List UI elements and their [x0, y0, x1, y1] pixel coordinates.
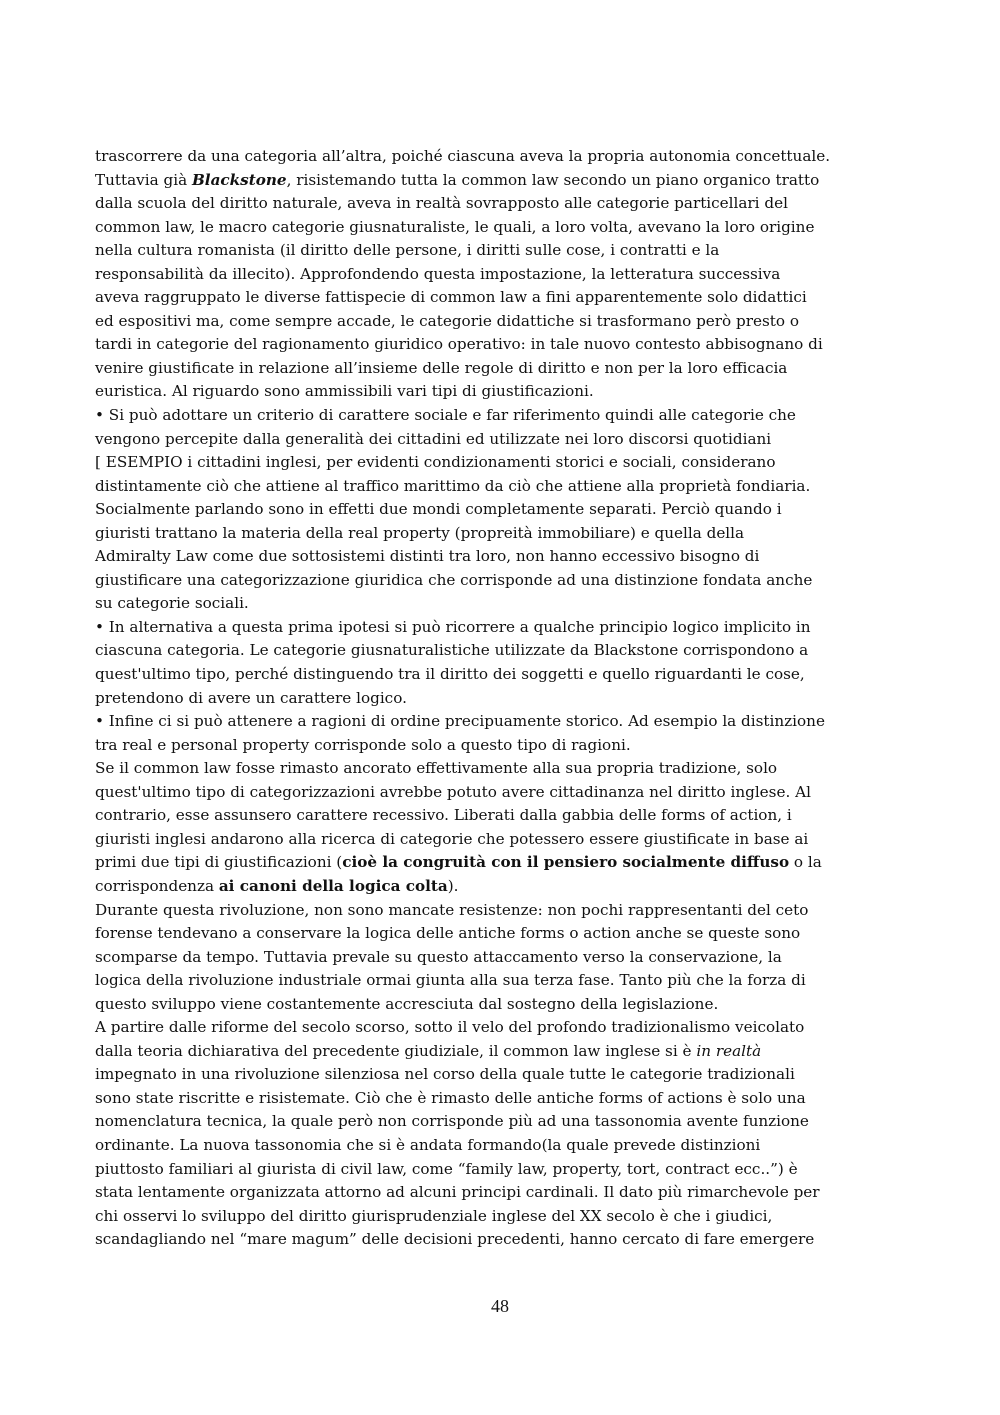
text-line	[95, 1087, 910, 1111]
text-line	[95, 169, 910, 193]
text-line	[95, 1063, 910, 1087]
text-segment: giustificare una categorizzazione giuridica che corrisponde ad una distinzione fondata anche	[95, 570, 813, 589]
text-line	[95, 380, 910, 404]
text-segment: stata lentamente organizzata attorno ad alcuni principi cardinali. Il dato più rimarchevole per	[95, 1183, 820, 1202]
text-segment: Durante questa rivoluzione, non sono mancate resistenze: non pochi rappresentanti del ceto	[95, 900, 809, 919]
text-segment: tra real e personal property corrisponde solo a questo tipo di ragioni.	[95, 735, 631, 754]
text-segment: ordinante. La nuova tassonomia che si è andata formando(la quale prevede distinzioni	[95, 1135, 761, 1154]
text-segment: distintamente ciò che attiene al traffico marittimo da ciò che attiene alla proprietà fondiaria.	[95, 476, 811, 495]
text-line	[95, 1110, 910, 1134]
emphasized-text: Blackstone	[191, 170, 287, 189]
text-line	[95, 239, 910, 263]
text-segment: tardi in categorie del ragionamento giuridico operativo: in tale nuovo contesto abbisognano di	[95, 335, 823, 354]
text-line	[95, 522, 910, 546]
text-line	[95, 922, 910, 946]
text-line	[95, 1181, 910, 1205]
text-line	[95, 192, 910, 216]
text-segment: contrario, esse assunsero carattere recessivo. Liberati dalla gabbia delle forms of action, i	[95, 806, 792, 825]
text-segment: aveva raggruppato le diverse fattispecie di common law a fini apparentemente solo didattici	[95, 288, 807, 307]
text-line	[95, 404, 910, 428]
text-segment: nella cultura romanista (il diritto delle persone, i diritti sulle cose, i contratti e la	[95, 241, 720, 260]
text-segment: Tuttavia già	[95, 170, 192, 189]
text-line	[95, 498, 910, 522]
text-line	[95, 875, 910, 899]
text-line	[95, 263, 910, 287]
text-line	[95, 333, 910, 357]
text-segment: sono state riscritte e risistemate. Ciò che è rimasto delle antiche forms of actions è solo una	[95, 1088, 806, 1107]
text-segment: logica della rivoluzione industriale ormai giunta alla sua terza fase. Tanto più che la forza di	[95, 971, 806, 990]
text-line	[95, 545, 910, 569]
text-segment: [ ESEMPIO i cittadini inglesi, per evidenti condizionamenti storici e sociali, considerano	[95, 453, 776, 472]
text-segment: corrispondenza	[95, 876, 219, 895]
text-segment: Socialmente parlando sono in effetti due mondi completamente separati. Perciò quando i	[95, 500, 782, 519]
text-segment: • In alternativa a questa prima ipotesi si può ricorrere a qualche principio logico implicito in	[95, 617, 811, 636]
text-line	[95, 851, 910, 875]
text-segment: , risistemando tutta la common law secondo un piano organico tratto	[286, 170, 820, 189]
text-segment: trascorrere da una categoria all’altra, poiché ciascuna aveva la propria autonomia concettuale.	[95, 147, 831, 165]
text-line	[95, 899, 910, 923]
text-line	[95, 569, 910, 593]
text-line	[95, 1016, 910, 1040]
text-segment: Se il common law fosse rimasto ancorato effettivamente alla sua propria tradizione, solo	[95, 759, 778, 778]
text-segment: ciascuna categoria. Le categorie giusnaturalistiche utilizzate da Blackstone corrispondono a	[95, 641, 809, 660]
text-segment: giuristi trattano la materia della real property (propreità immobiliare) e quella della	[95, 523, 745, 542]
text-segment: ).	[447, 876, 459, 895]
text-segment: questo sviluppo viene costantemente accresciuta dal sostegno della legislazione.	[95, 994, 719, 1013]
text-line	[95, 946, 910, 970]
text-segment: euristica. Al riguardo sono ammissibili vari tipi di giustificazioni.	[95, 382, 594, 401]
text-segment: vengono percepite dalla generalità dei cittadini ed utilizzate nei loro discorsi quotidiani	[95, 429, 772, 448]
text-segment: scandagliando nel “mare magum” delle decisioni precedenti, hanno cercato di fare emergere	[95, 1230, 815, 1249]
text-segment: venire giustificate in relazione all’insieme delle regole di diritto e non per la loro efficacia	[95, 358, 788, 377]
text-segment: dalla teoria dichiarativa del precedente giudiziale, il common law inglese si è	[95, 1041, 697, 1060]
text-line	[95, 1205, 910, 1229]
text-line	[95, 1158, 910, 1182]
text-segment: forense tendevano a conservare la logica delle antiche forms o action anche se queste sono	[95, 924, 801, 943]
text-segment: pretendono di avere un carattere logico.	[95, 688, 407, 707]
text-segment: dalla scuola del diritto naturale, aveva in realtà sovrapposto alle categorie particellari del	[95, 194, 788, 213]
text-line	[95, 451, 910, 475]
emphasized-text: cioè la congruità con il pensiero socialmente diffuso	[342, 853, 790, 872]
text-segment: A partire dalle riforme del secolo scorso, sotto il velo del profondo tradizionalismo veicolato	[95, 1018, 805, 1037]
text-segment: • Si può adottare un criterio di carattere sociale e far riferimento quindi alle categorie che	[95, 406, 796, 425]
text-segment: Admiralty Law come due sottosistemi distinti tra loro, non hanno eccessivo bisogno di	[95, 547, 760, 566]
text-line	[95, 663, 910, 687]
page-number: 48	[491, 1296, 509, 1316]
text-line	[95, 475, 910, 499]
emphasized-text: ai canoni della logica colta	[218, 876, 448, 895]
text-line	[95, 828, 910, 852]
text-line	[95, 428, 910, 452]
text-segment: quest'ultimo tipo di categorizzazioni avrebbe potuto avere cittadinanza nel diritto inglese. Al	[95, 782, 811, 801]
text-segment: o la	[789, 853, 822, 872]
text-segment: giuristi inglesi andarono alla ricerca di categorie che potessero essere giustificate in base ai	[95, 829, 809, 848]
text-segment: impegnato in una rivoluzione silenziosa nel corso della quale tutte le categorie tradizionali	[95, 1065, 795, 1084]
text-line	[95, 639, 910, 663]
text-segment: ed espositivi ma, come sempre accade, le categorie didattiche si trasformano però presto o	[95, 311, 800, 330]
text-line	[95, 145, 910, 169]
text-line	[95, 616, 910, 640]
text-line	[95, 286, 910, 310]
text-line	[95, 1040, 910, 1064]
text-segment: primi due tipi di giustificazioni (	[95, 853, 343, 872]
text-line	[95, 687, 910, 711]
text-line	[95, 757, 910, 781]
emphasized-text: in realtà	[696, 1041, 762, 1060]
text-line	[95, 781, 910, 805]
body-text	[95, 145, 910, 1252]
text-line	[95, 592, 910, 616]
text-segment: scomparse da tempo. Tuttavia prevale su questo attaccamento verso la conservazione, la	[95, 947, 782, 966]
text-line	[95, 969, 910, 993]
text-line	[95, 993, 910, 1017]
text-segment: quest'ultimo tipo, perché distinguendo tra il diritto dei soggetti e quello riguardanti le cose,	[95, 665, 805, 684]
text-segment: responsabilità da illecito). Approfondendo questa impostazione, la letteratura successiva	[95, 264, 781, 283]
text-line	[95, 216, 910, 240]
text-segment: piuttosto familiari al giurista di civil law, come “family law, property, tort, contract ecc..”) è	[95, 1159, 798, 1178]
text-segment: common law, le macro categorie giusnaturaliste, le quali, a loro volta, avevano la loro origine	[95, 217, 815, 236]
text-segment: • Infine ci si può attenere a ragioni di ordine precipuamente storico. Ad esempio la distinzione	[95, 712, 825, 731]
text-line	[95, 310, 910, 334]
text-line	[95, 804, 910, 828]
text-line	[95, 710, 910, 734]
text-line	[95, 357, 910, 381]
text-line	[95, 734, 910, 758]
text-segment: chi osservi lo sviluppo del diritto giurisprudenziale inglese del XX secolo è che i giudici,	[95, 1206, 773, 1225]
text-segment: nomenclatura tecnica, la quale però non corrisponde più ad una tassonomia avente funzione	[95, 1112, 809, 1131]
text-segment: su categorie sociali.	[95, 594, 249, 613]
text-line	[95, 1134, 910, 1158]
text-line	[95, 1228, 910, 1252]
